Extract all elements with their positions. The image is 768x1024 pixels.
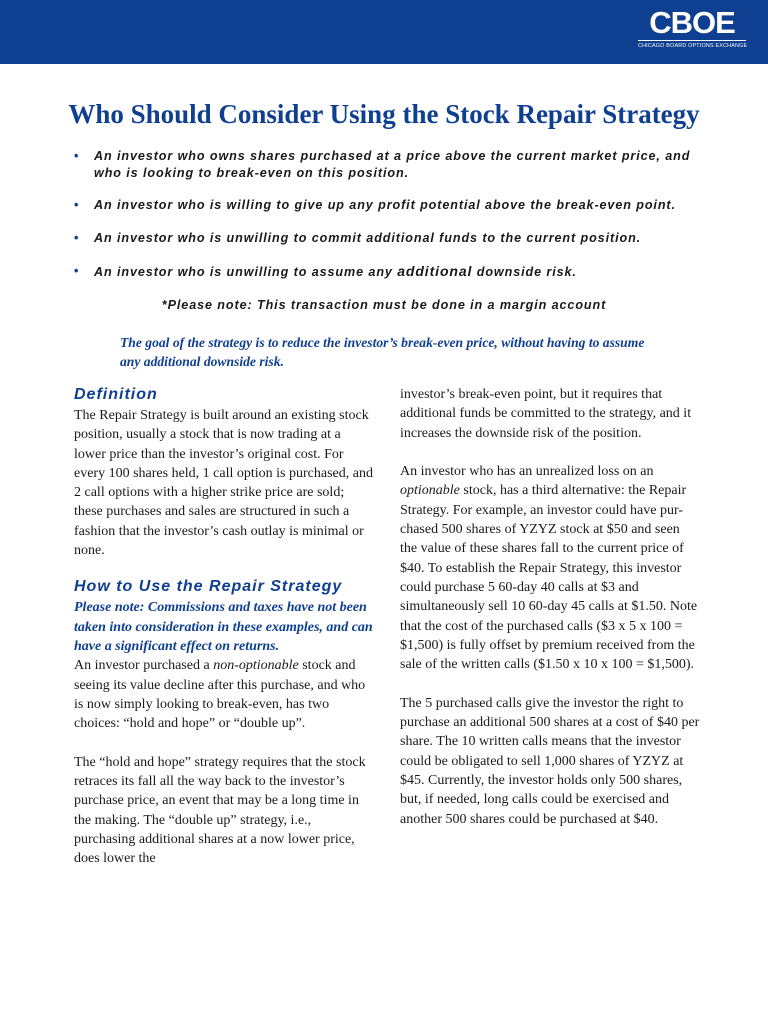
- how-to-text-before: An investor purchased a: [74, 658, 214, 674]
- commissions-note: Please note: Commissions and taxes have not been taken into consideration in these examples, and can have a significant effect on returns.: [74, 600, 373, 654]
- definition-body: The Repair Strategy is built around an existing stock position, usually a stock that is now trading at a lower price than the investor’s original cost. For every 100 shares held, 1 call option is purchased, and 2 call options with a higher strike price are sold; these purchases and sales are structured in such a fashion that the investor’s cash outlay is minimal or none.: [74, 408, 373, 559]
- cboe-logo[interactable]: [638, 5, 748, 49]
- bullet-item: [74, 263, 714, 281]
- repair-example-paragraph: [400, 462, 700, 674]
- definition-heading: Definition: [74, 386, 158, 403]
- bullet-item: [74, 197, 714, 214]
- right-column: [400, 385, 700, 829]
- break-even-paragraph: investor’s break-even point, but it requires that additional funds be committed to the strategy, and it increases the downside risk of the position.: [400, 387, 692, 441]
- hold-and-hope-paragraph: The “hold and hope” strategy requires that the stock retraces its fall all the way back to the investor’s purchase price, an event that may be a long time in the making. The “double up” strategy, i.e., purchasing additional shares at a now lower price, does lower the: [74, 754, 366, 867]
- bullet-text: An investor who is willing to give up any profit potential above the break-even point.: [94, 198, 676, 212]
- header-bar: [0, 0, 768, 64]
- repair-emphasis: optionable: [400, 483, 460, 499]
- bullet-dot-icon: •: [74, 149, 80, 163]
- how-to-paragraph: [74, 656, 374, 733]
- margin-account-note: *Please note: This transaction must be done in a margin account: [161, 298, 607, 312]
- logo-wordmark: CBOE: [649, 5, 735, 40]
- page-title: Who Should Consider Using the Stock Repair Strategy: [68, 99, 700, 129]
- bullet-emphasis: additional: [397, 263, 473, 279]
- how-to-heading: How to Use the Repair Strategy: [74, 578, 343, 596]
- bullet-dot-icon: •: [74, 198, 80, 212]
- repair-text-before: An investor who has an unrealized loss on an: [400, 464, 654, 480]
- how-to-emphasis: non-optionable: [213, 658, 299, 674]
- logo-subtext: CHICAGO BOARD OPTIONS EXCHANGE: [638, 40, 746, 49]
- bullet-dot-icon: •: [74, 264, 80, 278]
- strategy-goal: The goal of the strategy is to reduce the investor’s break-even price, without having to assume any additional downside risk.: [120, 335, 645, 369]
- bullet-text-after: downside risk.: [472, 265, 577, 279]
- purchased-calls-paragraph: The 5 purchased calls give the investor the right to purchase an additional 500 shares at a cost of $40 per share. The 10 written calls means that the investor could be obligated to sell 1,000 shares of YZYZ at $45. Currently, the investor holds only 500 shares, but, if needed, long calls could be exercised and another 500 shares could be purchased at $40.: [400, 695, 700, 827]
- bullet-item: [74, 230, 714, 247]
- bullet-text-before: An investor who is unwilling to assume any: [94, 265, 398, 279]
- bullet-item: [74, 148, 714, 182]
- bullet-list: [74, 148, 714, 281]
- bullet-dot-icon: •: [74, 231, 80, 245]
- left-column: [74, 384, 374, 869]
- bullet-text: An investor who is unwilling to commit additional funds to the current position.: [94, 231, 642, 245]
- how-to-text-after: stock and seeing its value decline after this purchase, and who is now simply looking to break-even, has two choices: “hold and hope” or “double up”.: [74, 658, 366, 732]
- bullet-text: An investor who owns shares purchased at a price above the current market price, and who is looking to break-even on this position.: [94, 149, 691, 180]
- repair-text-after: stock, has a third alternative: the Repair Strategy. For example, an investor could have pur-chased 500 shares of YZYZ stock at $50 and seen the value of these shares fall to the current price of $40. To establish the Repair Strategy, this investor could purchase 5 60-day 40 calls at $3 and simultaneously sell 10 60-day 45 calls at $1.50. Note that the cost of the purchased calls ($3 x 5 x 100 = $1,500) is fully offset by premium received from the sale of the written calls ($1.50 x 10 x 100 = $1,500).: [400, 483, 698, 673]
